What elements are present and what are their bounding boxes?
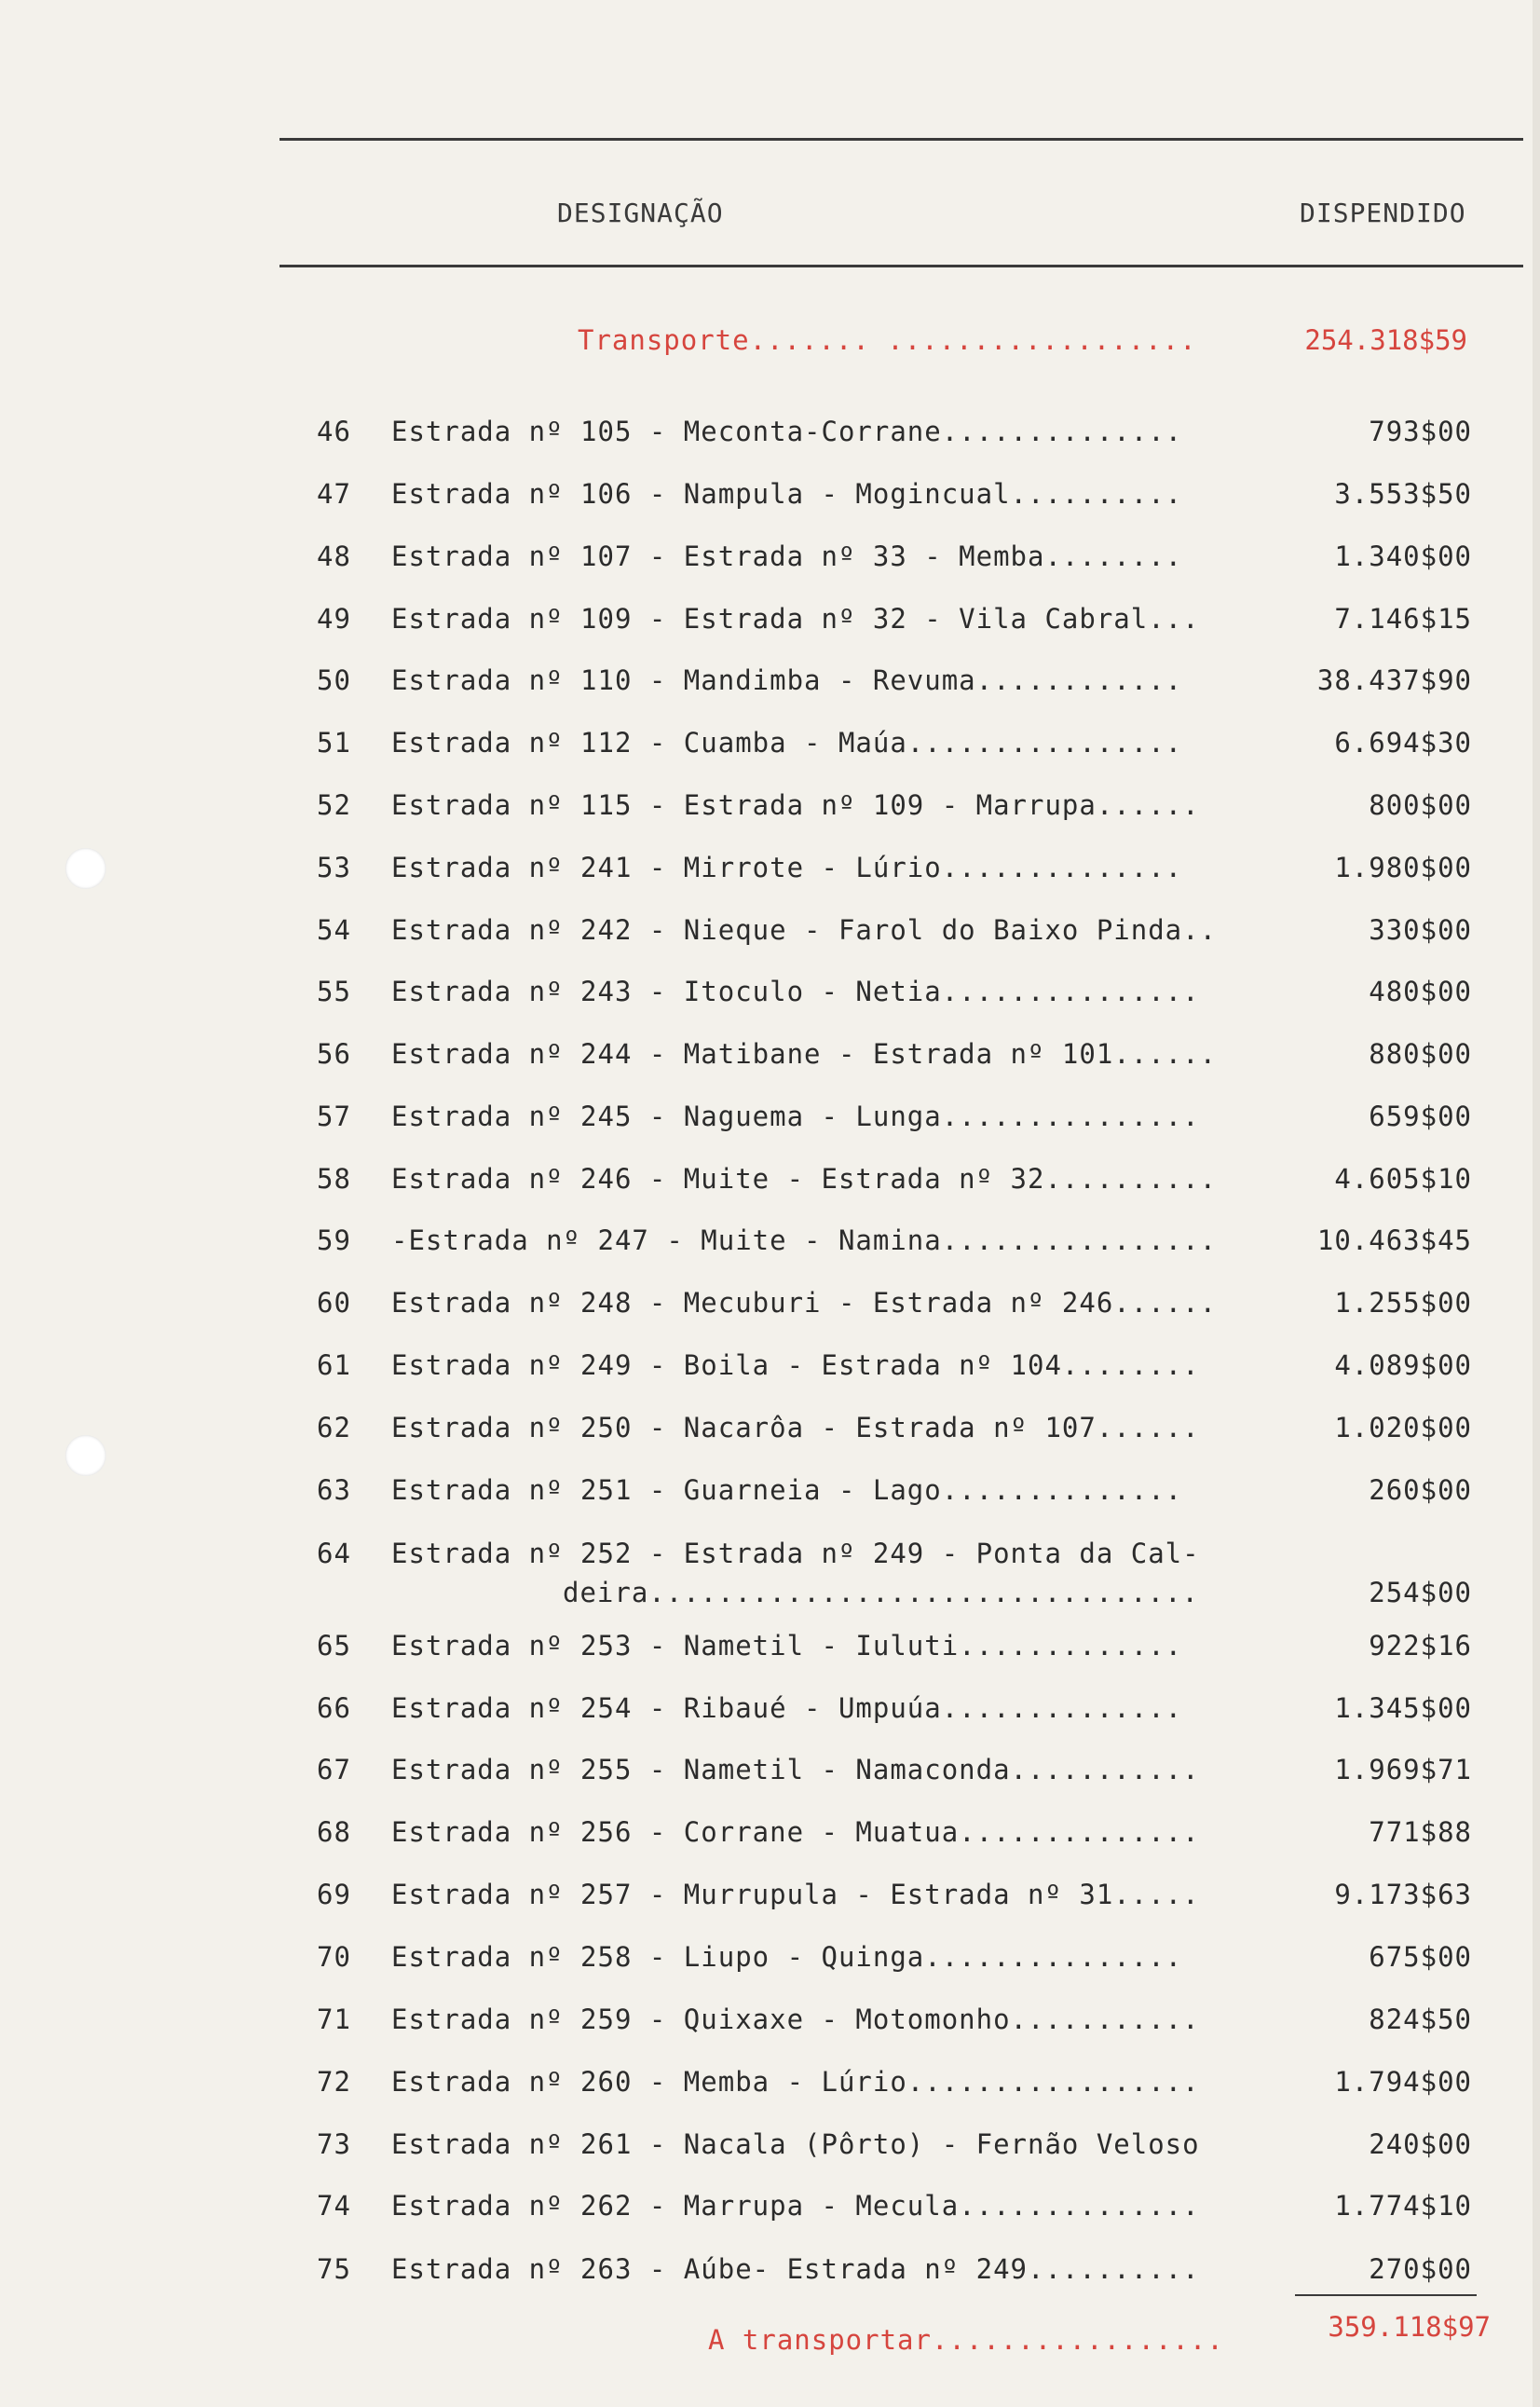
entry-number: 57 (317, 1101, 351, 1132)
entry-amount: 254$00 (1369, 1577, 1472, 1608)
entry-number: 61 (317, 1349, 351, 1381)
carry-forward-value: 359.118$97 (1328, 2311, 1491, 2343)
entry-amount: 793$00 (1369, 416, 1472, 447)
header-spent: DISPENDIDO (1300, 198, 1466, 228)
entry-description: Estrada nº 260 - Memba - Lúrio................. (391, 2066, 1200, 2098)
entry-description: Estrada nº 248 - Mecuburi - Estrada nº 246...... (391, 1287, 1218, 1319)
entry-amount: 4.089$00 (1334, 1349, 1472, 1381)
entry-number: 64 (317, 1538, 351, 1569)
entry-description: Estrada nº 254 - Ribaué - Umpuúa.............. (391, 1692, 1183, 1724)
entry-number: 60 (317, 1287, 351, 1319)
entry-description: Estrada nº 262 - Marrupa - Mecula.............. (391, 2190, 1200, 2222)
entry-amount: 1.340$00 (1334, 540, 1472, 572)
carry-forward-label: A transportar................. (708, 2324, 1224, 2356)
entry-number: 67 (317, 1754, 351, 1785)
entry-number: 75 (317, 2253, 351, 2285)
entry-number: 47 (317, 478, 351, 510)
entry-number: 68 (317, 1816, 351, 1848)
top-rule (279, 138, 1523, 141)
entry-description: Estrada nº 263 - Aúbe- Estrada nº 249.......... (391, 2253, 1200, 2285)
entry-amount: 800$00 (1369, 789, 1472, 821)
entry-number: 59 (317, 1224, 351, 1256)
entry-description: Estrada nº 251 - Guarneia - Lago.............. (391, 1474, 1183, 1506)
entry-amount: 270$00 (1369, 2253, 1472, 2285)
header-rule (279, 265, 1523, 267)
entry-amount: 1.345$00 (1334, 1692, 1472, 1724)
entry-amount: 3.553$50 (1334, 478, 1472, 510)
entry-description: Estrada nº 242 - Nieque - Farol do Baixo Pinda.. (391, 914, 1218, 946)
entry-amount: 880$00 (1369, 1038, 1472, 1070)
entry-amount: 771$88 (1369, 1816, 1472, 1848)
entry-number: 62 (317, 1412, 351, 1443)
entry-number: 52 (317, 789, 351, 821)
entry-amount: 330$00 (1369, 914, 1472, 946)
entry-description: Estrada nº 257 - Murrupula - Estrada nº 31..... (391, 1879, 1200, 1910)
entry-description: Estrada nº 109 - Estrada nº 32 - Vila Cabral... (391, 603, 1200, 635)
entry-amount: 824$50 (1369, 2004, 1472, 2035)
entry-amount: 1.980$00 (1334, 852, 1472, 883)
entry-number: 55 (317, 976, 351, 1007)
header-designation: DESIGNAÇÃO (557, 198, 724, 228)
entry-number: 58 (317, 1163, 351, 1195)
entry-amount: 9.173$63 (1334, 1879, 1472, 1910)
entry-number: 53 (317, 852, 351, 883)
entry-amount: 38.437$90 (1316, 664, 1472, 696)
entry-description: Estrada nº 107 - Estrada nº 33 - Memba........ (391, 540, 1183, 572)
entry-description: Estrada nº 243 - Itoculo - Netia............... (391, 976, 1200, 1007)
sum-rule (1295, 2294, 1477, 2296)
punch-hole-top (65, 848, 106, 889)
entry-amount: 659$00 (1369, 1101, 1472, 1132)
entry-description: Estrada nº 256 - Corrane - Muatua.............. (391, 1816, 1200, 1848)
entry-description: Estrada nº 244 - Matibane - Estrada nº 101...... (391, 1038, 1218, 1070)
entry-number: 56 (317, 1038, 351, 1070)
entry-description: Estrada nº 250 - Nacarôa - Estrada nº 107...... (391, 1412, 1200, 1443)
entry-description: Estrada nº 249 - Boila - Estrada nº 104........ (391, 1349, 1200, 1381)
entry-number: 49 (317, 603, 351, 635)
entry-description: Estrada nº 105 - Meconta-Corrane.............. (391, 416, 1183, 447)
entry-number: 74 (317, 2190, 351, 2222)
entry-amount: 6.694$30 (1334, 727, 1472, 759)
entry-amount: 10.463$45 (1316, 1224, 1472, 1256)
entry-description: Estrada nº 110 - Mandimba - Revuma............ (391, 664, 1183, 696)
entry-amount: 1.794$00 (1334, 2066, 1472, 2098)
entry-description: Estrada nº 255 - Nametil - Namaconda........... (391, 1754, 1200, 1785)
entry-amount: 922$16 (1369, 1630, 1472, 1662)
entry-number: 54 (317, 914, 351, 946)
entry-description-continued: deira................................ (563, 1577, 1200, 1608)
entry-number: 71 (317, 2004, 351, 2035)
entry-amount: 675$00 (1369, 1941, 1472, 1973)
entry-description: Estrada nº 246 - Muite - Estrada nº 32.......... (391, 1163, 1218, 1195)
transport-value: 254.318$59 (1304, 324, 1467, 356)
entry-amount: 4.605$10 (1334, 1163, 1472, 1195)
entry-description: Estrada nº 253 - Nametil - Iuluti............. (391, 1630, 1183, 1662)
entry-number: 48 (317, 540, 351, 572)
entry-amount: 1.255$00 (1334, 1287, 1472, 1319)
entry-description: -Estrada nº 247 - Muite - Namina................ (391, 1224, 1218, 1256)
page-edge (1533, 0, 1540, 2407)
entry-description: Estrada nº 261 - Nacala (Pôrto) - Fernão Veloso (391, 2128, 1200, 2160)
entry-amount: 480$00 (1369, 976, 1472, 1007)
entry-number: 63 (317, 1474, 351, 1506)
entry-description: Estrada nº 259 - Quixaxe - Motomonho........... (391, 2004, 1200, 2035)
entry-amount: 1.774$10 (1334, 2190, 1472, 2222)
entry-description: Estrada nº 115 - Estrada nº 109 - Marrupa...... (391, 789, 1200, 821)
transport-label: Transporte....... .................. (578, 324, 1197, 356)
entry-number: 46 (317, 416, 351, 447)
entry-number: 50 (317, 664, 351, 696)
entry-amount: 1.969$71 (1334, 1754, 1472, 1785)
entry-number: 66 (317, 1692, 351, 1724)
entry-description: Estrada nº 241 - Mirrote - Lúrio.............. (391, 852, 1183, 883)
entry-description: Estrada nº 106 - Nampula - Mogincual.......... (391, 478, 1183, 510)
entry-number: 73 (317, 2128, 351, 2160)
entry-number: 70 (317, 1941, 351, 1973)
entry-amount: 260$00 (1369, 1474, 1472, 1506)
entry-number: 65 (317, 1630, 351, 1662)
entry-description: Estrada nº 252 - Estrada nº 249 - Ponta da Cal- (391, 1538, 1200, 1569)
entry-number: 72 (317, 2066, 351, 2098)
entry-number: 51 (317, 727, 351, 759)
entry-number: 69 (317, 1879, 351, 1910)
entry-amount: 240$00 (1369, 2128, 1472, 2160)
entry-description: Estrada nº 112 - Cuamba - Maúa................ (391, 727, 1183, 759)
entry-description: Estrada nº 258 - Liupo - Quinga............... (391, 1941, 1183, 1973)
punch-hole-bottom (65, 1435, 106, 1476)
entry-description: Estrada nº 245 - Naguema - Lunga............... (391, 1101, 1200, 1132)
entry-amount: 1.020$00 (1334, 1412, 1472, 1443)
entry-amount: 7.146$15 (1334, 603, 1472, 635)
